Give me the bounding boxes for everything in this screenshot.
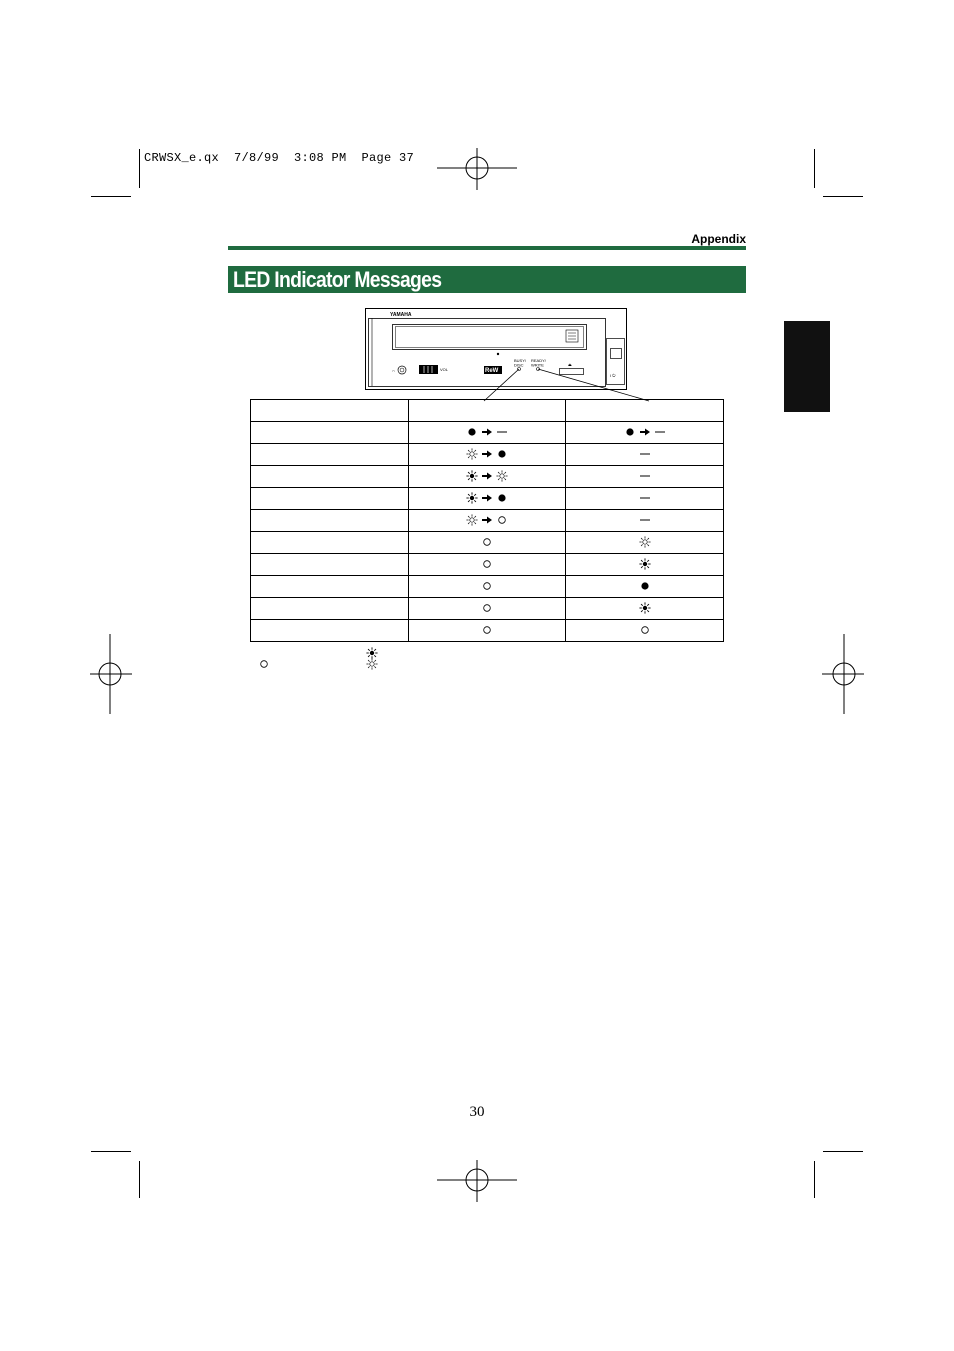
table-header-cell [409,400,566,422]
section-label: Appendix [691,232,746,246]
registration-mark-icon [822,634,864,714]
busy-disc-label: BUSY/ DISC [514,358,527,368]
condition-cell [251,554,409,576]
table-row [251,466,724,488]
page-number: 30 [469,1104,485,1120]
condition-cell [251,510,409,532]
condition-cell [251,576,409,598]
table-row [251,422,724,444]
registration-mark-icon [90,634,132,714]
ready-write-led-cell [566,532,724,554]
ready-write-label: READY/ WRITE [531,358,546,368]
led-no-change-icon [639,493,651,503]
crop-mark [823,1151,863,1152]
table-row [251,488,724,510]
registration-mark-icon [437,1160,517,1202]
table-row [251,598,724,620]
ready-write-led-cell [566,576,724,598]
table-header-row [251,400,724,422]
crop-mark [91,196,131,197]
ready-write-led-cell [566,510,724,532]
condition-cell [251,444,409,466]
power-switch [611,349,622,359]
table-row [251,532,724,554]
arrow-right-icon [481,515,493,525]
led-on-icon [639,580,651,592]
header-rule [228,246,746,250]
led-blink-slow-icon [496,470,508,482]
busy-disc-led-cell [409,620,566,642]
led-on-icon [466,426,478,438]
table-row [251,510,724,532]
led-blink-slow-icon [366,658,378,670]
table-header-cell [566,400,724,422]
busy-disc-led-cell [409,444,566,466]
led-on-icon [496,448,508,460]
condition-cell [251,422,409,444]
side-tab [784,321,830,412]
led-blink-fast-icon [639,558,651,570]
led-no-change-icon [654,427,666,437]
registration-mark-icon [437,148,517,190]
busy-disc-led-cell [409,510,566,532]
busy-disc-led-cell [409,554,566,576]
arrow-right-icon [639,427,651,437]
busy-disc-led-cell [409,576,566,598]
page-title: LED Indicator Messages [233,267,442,292]
table-row [251,554,724,576]
busy-disc-led-cell [409,488,566,510]
led-no-change-icon [639,449,651,459]
led-blink-slow-icon [466,514,478,526]
title-bar [228,266,746,293]
crop-mark [139,1161,140,1198]
arrow-right-icon [481,427,493,437]
condition-cell [251,466,409,488]
led-off-icon [258,658,270,670]
led-no-change-icon [496,427,508,437]
led-blink-fast-icon [466,492,478,504]
busy-disc-led-cell [409,532,566,554]
busy-disc-led-cell [409,466,566,488]
led-off-icon [639,624,651,636]
table-row [251,444,724,466]
busy-disc-led-cell [409,422,566,444]
crop-mark [139,149,140,188]
led-indicator-table [250,399,724,642]
arrow-right-icon [481,449,493,459]
ready-write-led-cell [566,466,724,488]
led-blink-fast-icon [466,470,478,482]
vol-label: VOL [440,367,449,372]
drive-brand: YAMAHA [390,312,412,318]
svg-text:ReW: ReW [485,368,499,374]
crop-mark [814,1161,815,1198]
arrow-right-icon [481,493,493,503]
crop-mark [814,149,815,188]
ready-write-led-cell [566,444,724,466]
led-blink-fast-icon [639,602,651,614]
led-off-icon [481,602,493,614]
condition-cell [251,532,409,554]
led-off-icon [481,558,493,570]
led-off-icon [481,624,493,636]
led-off-icon [481,580,493,592]
condition-cell [251,620,409,642]
svg-text:∩: ∩ [392,368,395,373]
slug-line: CRWSX_e.qx 7/8/99 3:08 PM Page 37 [144,151,415,165]
table-row [251,620,724,642]
led-on-icon [624,426,636,438]
table-row [251,576,724,598]
led-blink-slow-icon [639,536,651,548]
eject-icon: ⏏ [568,362,572,367]
led-no-change-icon [639,471,651,481]
power-icon: I ⏻ [610,373,616,378]
led-off-icon [496,514,508,526]
crop-mark [823,196,863,197]
arrow-right-icon [481,471,493,481]
volume-slider-icon [419,365,438,374]
ready-write-led-cell [566,554,724,576]
crop-mark [91,1151,131,1152]
condition-cell [251,598,409,620]
ready-write-led-cell [566,422,724,444]
condition-cell [251,488,409,510]
ready-write-led-cell [566,488,724,510]
busy-disc-led-cell [409,598,566,620]
led-off-icon [481,536,493,548]
table-header-cell [251,400,409,422]
led-on-icon [496,492,508,504]
led-no-change-icon [639,515,651,525]
ready-write-led-cell [566,598,724,620]
ready-write-led-cell [566,620,724,642]
led-blink-slow-icon [466,448,478,460]
